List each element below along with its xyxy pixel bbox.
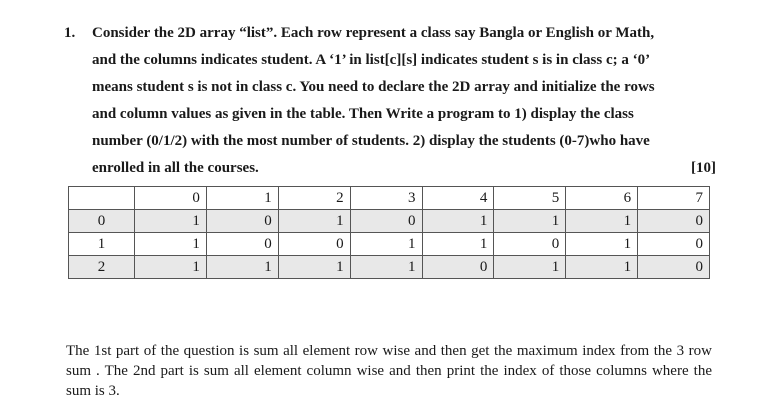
table-cell: 0 [638,210,710,233]
question-text-line: number (0/1/2) with the most number of students. 2) display the students (0-7)who have [92,133,650,149]
table-cell: 1 [206,256,278,279]
column-header: 2 [278,187,350,210]
table-cell: 0 [278,233,350,256]
column-header: 0 [135,187,207,210]
enrollment-table [68,186,710,279]
table-cell: 1 [135,256,207,279]
table-cell: 1 [566,233,638,256]
answer-paragraph: The 1st part of the question is sum all element row wise and then get the maximum index from the 3 row sum . The 2nd part is sum all element column wise and then print the index of those columns where the sum is 3. [66,343,712,399]
column-header: 5 [494,187,566,210]
column-header: 3 [350,187,422,210]
table-cell: 0 [638,256,710,279]
table-cell: 0 [206,210,278,233]
question-line-1 [64,20,716,47]
question-number: 1. [64,25,76,41]
question-line-4 [64,101,716,128]
column-header: 4 [422,187,494,210]
table-cell: 1 [494,210,566,233]
column-header: 1 [206,187,278,210]
question-line-3 [64,74,716,101]
row-header: 2 [69,256,135,279]
table-cell: 0 [494,233,566,256]
table-cell: 0 [350,210,422,233]
row-header: 0 [69,210,135,233]
table-header-row [69,187,710,210]
table-cell: 1 [422,233,494,256]
table-cell: 1 [566,256,638,279]
table-cell: 1 [350,256,422,279]
question-line-2 [64,47,716,74]
column-header: 7 [638,187,710,210]
table-cell: 0 [638,233,710,256]
question-line-6 [64,155,716,182]
question-text-line: and column values as given in the table. Then Write a program to 1) display the class [92,106,634,122]
table-cell: 1 [494,256,566,279]
table-cell: 1 [566,210,638,233]
table-row [69,256,710,279]
marks-label: [10] [691,160,716,176]
question-block [64,20,716,182]
table-corner-cell [69,187,135,210]
table-cell: 1 [350,233,422,256]
table-cell: 1 [135,210,207,233]
question-text-line: means student s is not in class c. You need to declare the 2D array and initialize the rows [92,79,655,95]
table-row [69,233,710,256]
table-cell: 1 [422,210,494,233]
table-cell: 0 [422,256,494,279]
table-cell: 1 [135,233,207,256]
column-header: 6 [566,187,638,210]
table-cell: 1 [278,256,350,279]
question-text-line: enrolled in all the courses. [92,160,259,176]
row-header: 1 [69,233,135,256]
question-text-line: Consider the 2D array “list”. Each row represent a class say Bangla or English or Math, [92,25,655,41]
question-text-line: and the columns indicates student. A ‘1’ in list[c][s] indicates student s is in class c; a ‘0’ [92,52,651,68]
table-cell: 1 [278,210,350,233]
table-cell: 0 [206,233,278,256]
question-line-5 [64,128,716,155]
table-row [69,210,710,233]
